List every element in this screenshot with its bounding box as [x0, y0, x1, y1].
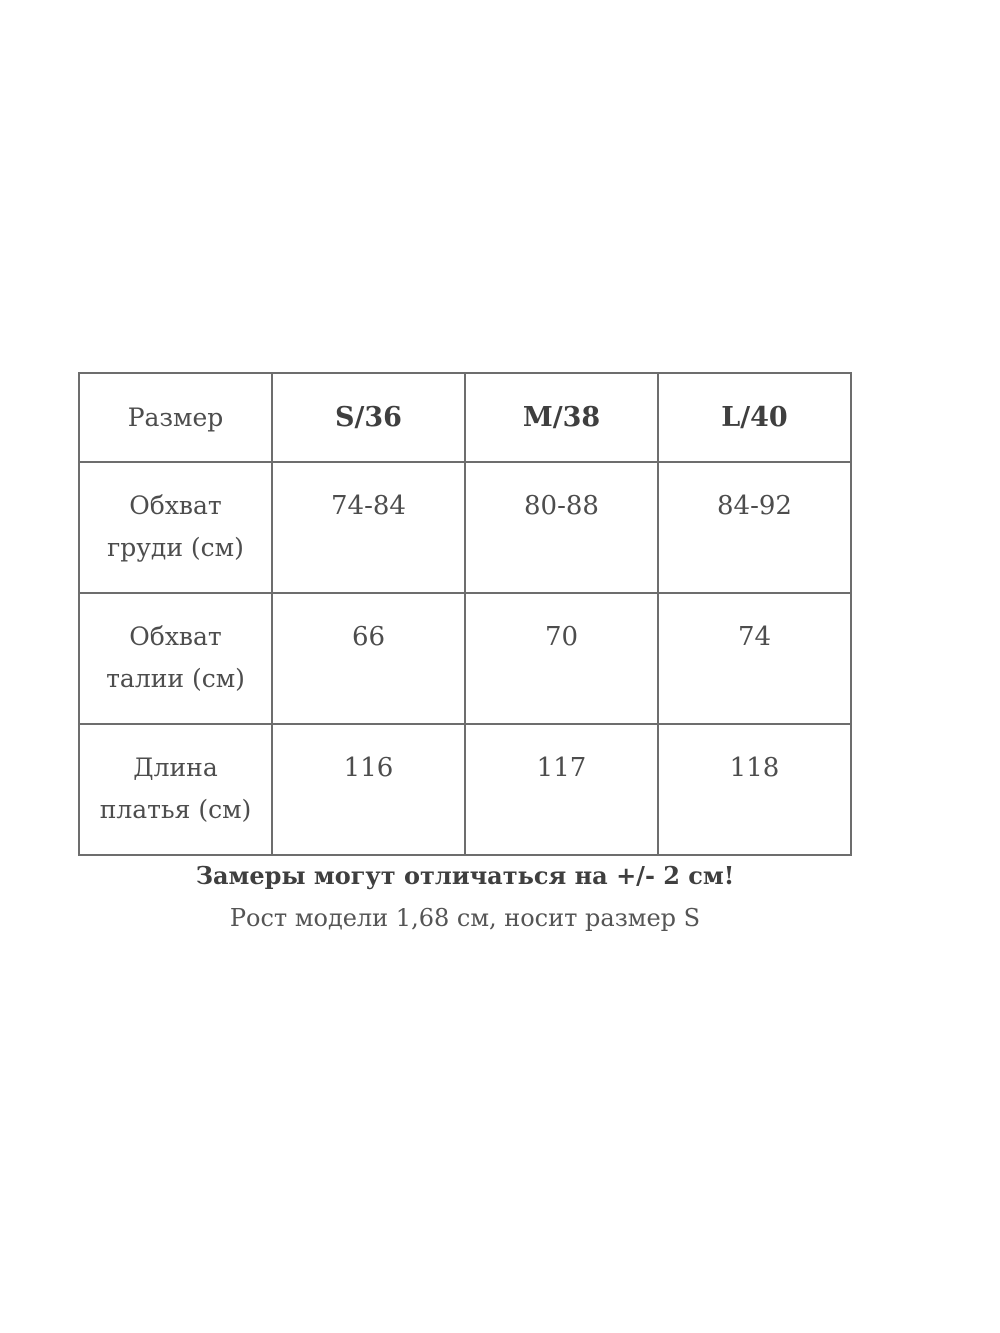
table-cell-value: 66	[272, 593, 465, 724]
table-row-waist	[79, 593, 851, 724]
row-label-bust	[79, 462, 272, 593]
table-cell-value: 80-88	[465, 462, 658, 593]
row-label-line1: Обхват	[129, 622, 222, 651]
row-label-waist	[79, 593, 272, 724]
size-header-label: Размер	[79, 373, 272, 462]
row-label-line1: Длина	[133, 753, 218, 782]
size-chart-table	[78, 372, 852, 856]
table-cell-value: 74	[658, 593, 851, 724]
row-label-line2: груди (см)	[107, 533, 244, 562]
size-m-header: M/38	[465, 373, 658, 462]
table-cell-value: 118	[658, 724, 851, 855]
row-label-line2: талии (см)	[106, 664, 245, 693]
model-info-note: Рост модели 1,68 см, носит размер S	[229, 904, 701, 932]
table-header-row	[79, 373, 851, 462]
table-cell-value: 116	[272, 724, 465, 855]
table-cell-value: 74-84	[272, 462, 465, 593]
table-row-bust	[79, 462, 851, 593]
table-row-length	[79, 724, 851, 855]
table-cell-value: 84-92	[658, 462, 851, 593]
table-cell-value: 70	[465, 593, 658, 724]
size-s-header: S/36	[272, 373, 465, 462]
size-l-header: L/40	[658, 373, 851, 462]
row-label-line1: Обхват	[129, 491, 222, 520]
row-label-length	[79, 724, 272, 855]
table-cell-value: 117	[465, 724, 658, 855]
measurement-warning-note: Замеры могут отличаться на +/- 2 см!	[195, 861, 735, 890]
row-label-line2: платья (см)	[99, 795, 252, 824]
